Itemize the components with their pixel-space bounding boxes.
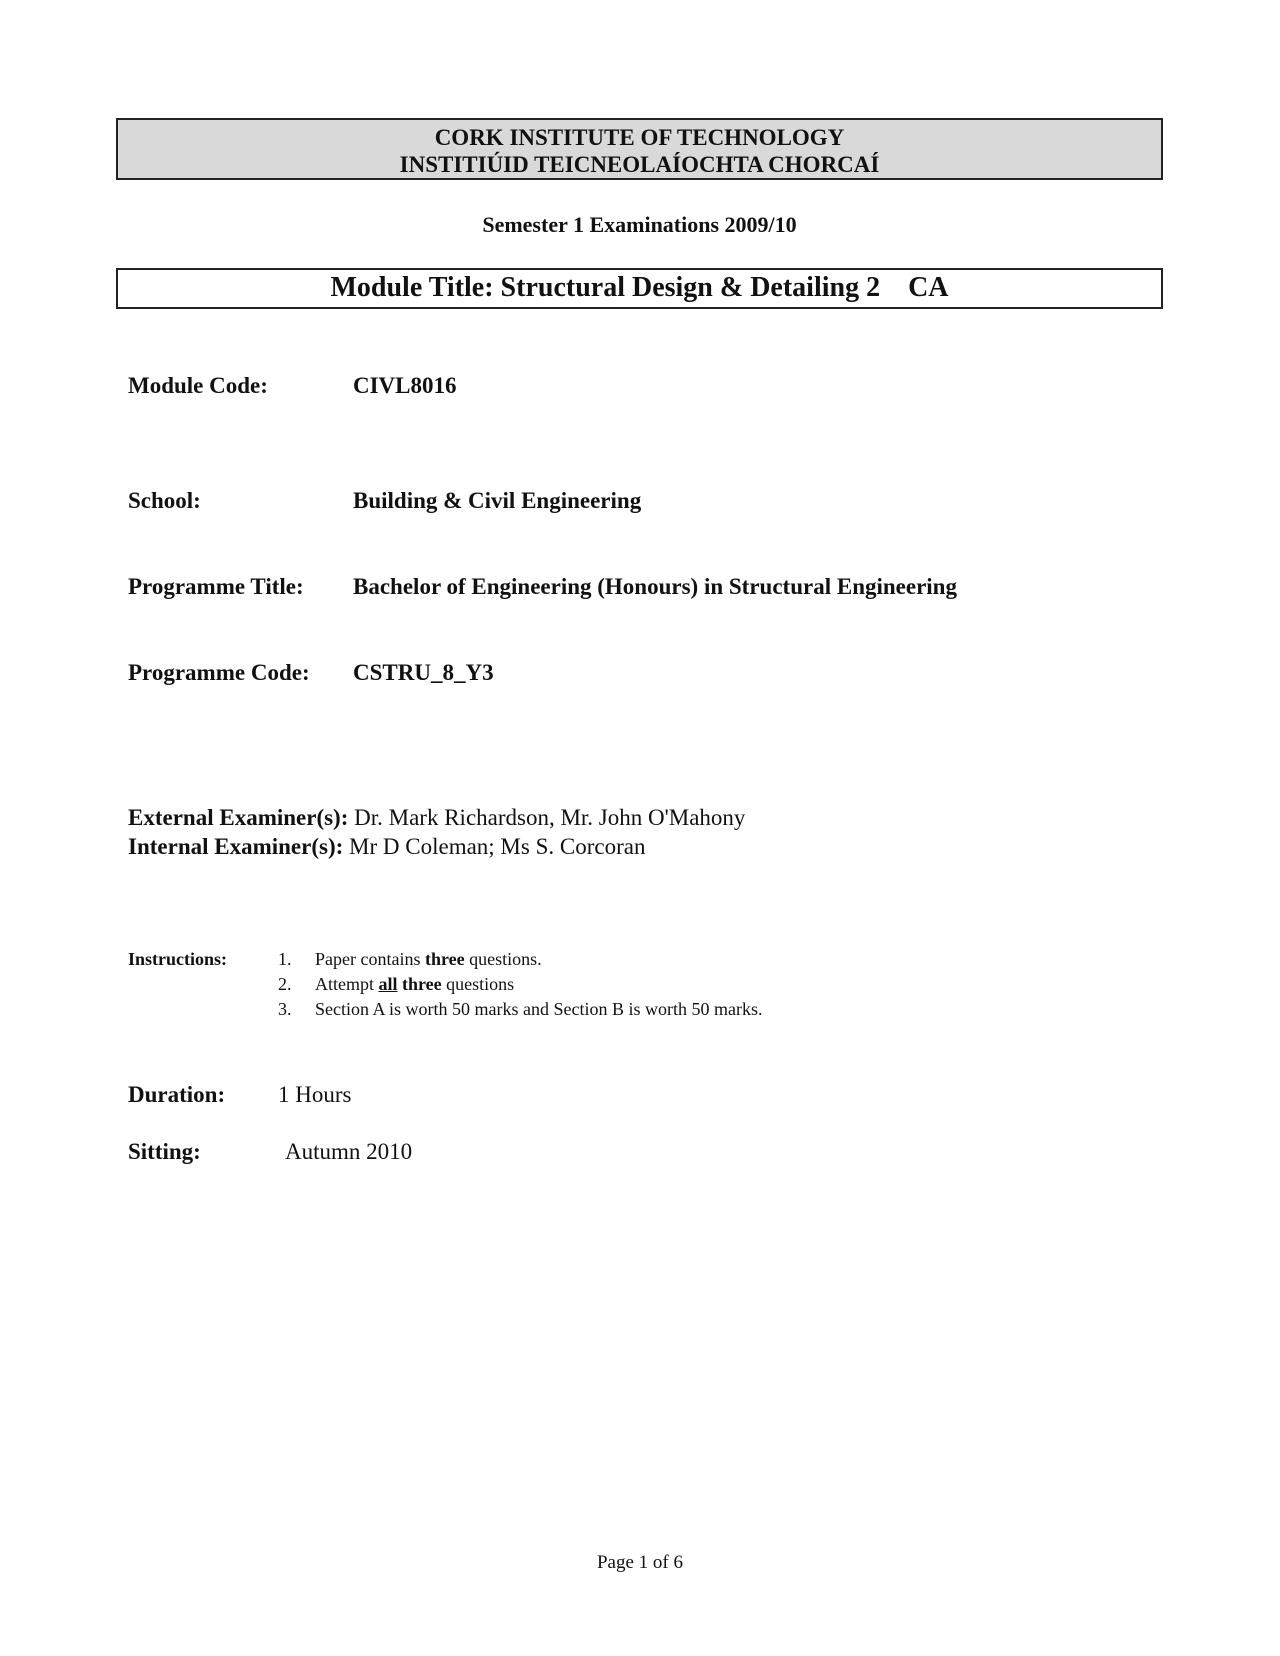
instruction-number: 3.	[278, 999, 292, 1019]
instruction-emphasis: three	[424, 949, 465, 969]
institute-name-english: CORK INSTITUTE OF TECHNOLOGY	[434, 125, 845, 150]
sitting-value: Autumn 2010	[285, 1139, 413, 1164]
instruction-item	[278, 997, 762, 1022]
school-value: Building & Civil Engineering	[353, 488, 642, 513]
external-examiners-label: External Examiner(s):	[128, 805, 349, 830]
instruction-text: Paper contains	[315, 949, 425, 969]
institute-name-irish: INSTITIÚID TEICNEOLAÍOCHTA CHORCAÍ	[399, 152, 880, 177]
instruction-text: questions	[441, 974, 515, 994]
institute-header	[116, 118, 1163, 180]
external-examiners-value: Dr. Mark Richardson, Mr. John O'Mahony	[354, 805, 746, 830]
duration-value: 1 Hours	[278, 1082, 352, 1107]
instruction-number: 1.	[278, 949, 292, 969]
instruction-text: questions.	[464, 949, 542, 969]
programme-code-value: CSTRU_8_Y3	[353, 660, 494, 685]
module-title: Module Title: Structural Design & Detailing 2 CA	[116, 268, 1163, 309]
module-code-label: Module Code:	[128, 373, 268, 398]
internal-examiners-value: Mr D Coleman; Ms S. Corcoran	[349, 834, 646, 859]
instruction-text: Section A is worth 50 marks and Section B is worth 50 marks.	[315, 999, 763, 1019]
external-examiners	[128, 804, 745, 832]
module-code-value: CIVL8016	[353, 373, 457, 398]
instructions-label: Instructions:	[128, 949, 228, 969]
instruction-item	[278, 947, 762, 972]
page-number: Page 1 of 6	[596, 1552, 683, 1573]
instruction-number: 2.	[278, 974, 292, 994]
instruction-item	[278, 972, 762, 997]
programme-title-label: Programme Title:	[128, 574, 304, 599]
instruction-emphasis: three	[402, 974, 442, 994]
internal-examiners	[128, 833, 645, 861]
school-label: School:	[128, 488, 201, 513]
duration-label: Duration:	[128, 1082, 226, 1107]
instruction-underlined: all	[378, 974, 398, 994]
instructions-list	[278, 947, 762, 1022]
instruction-text: Attempt	[315, 974, 379, 994]
programme-title-value: Bachelor of Engineering (Honours) in Structural Engineering	[353, 574, 957, 599]
programme-code-label: Programme Code:	[128, 660, 310, 685]
sitting-label: Sitting:	[128, 1139, 201, 1164]
internal-examiners-label: Internal Examiner(s):	[128, 834, 344, 859]
semester-heading: Semester 1 Examinations 2009/10	[482, 212, 797, 237]
